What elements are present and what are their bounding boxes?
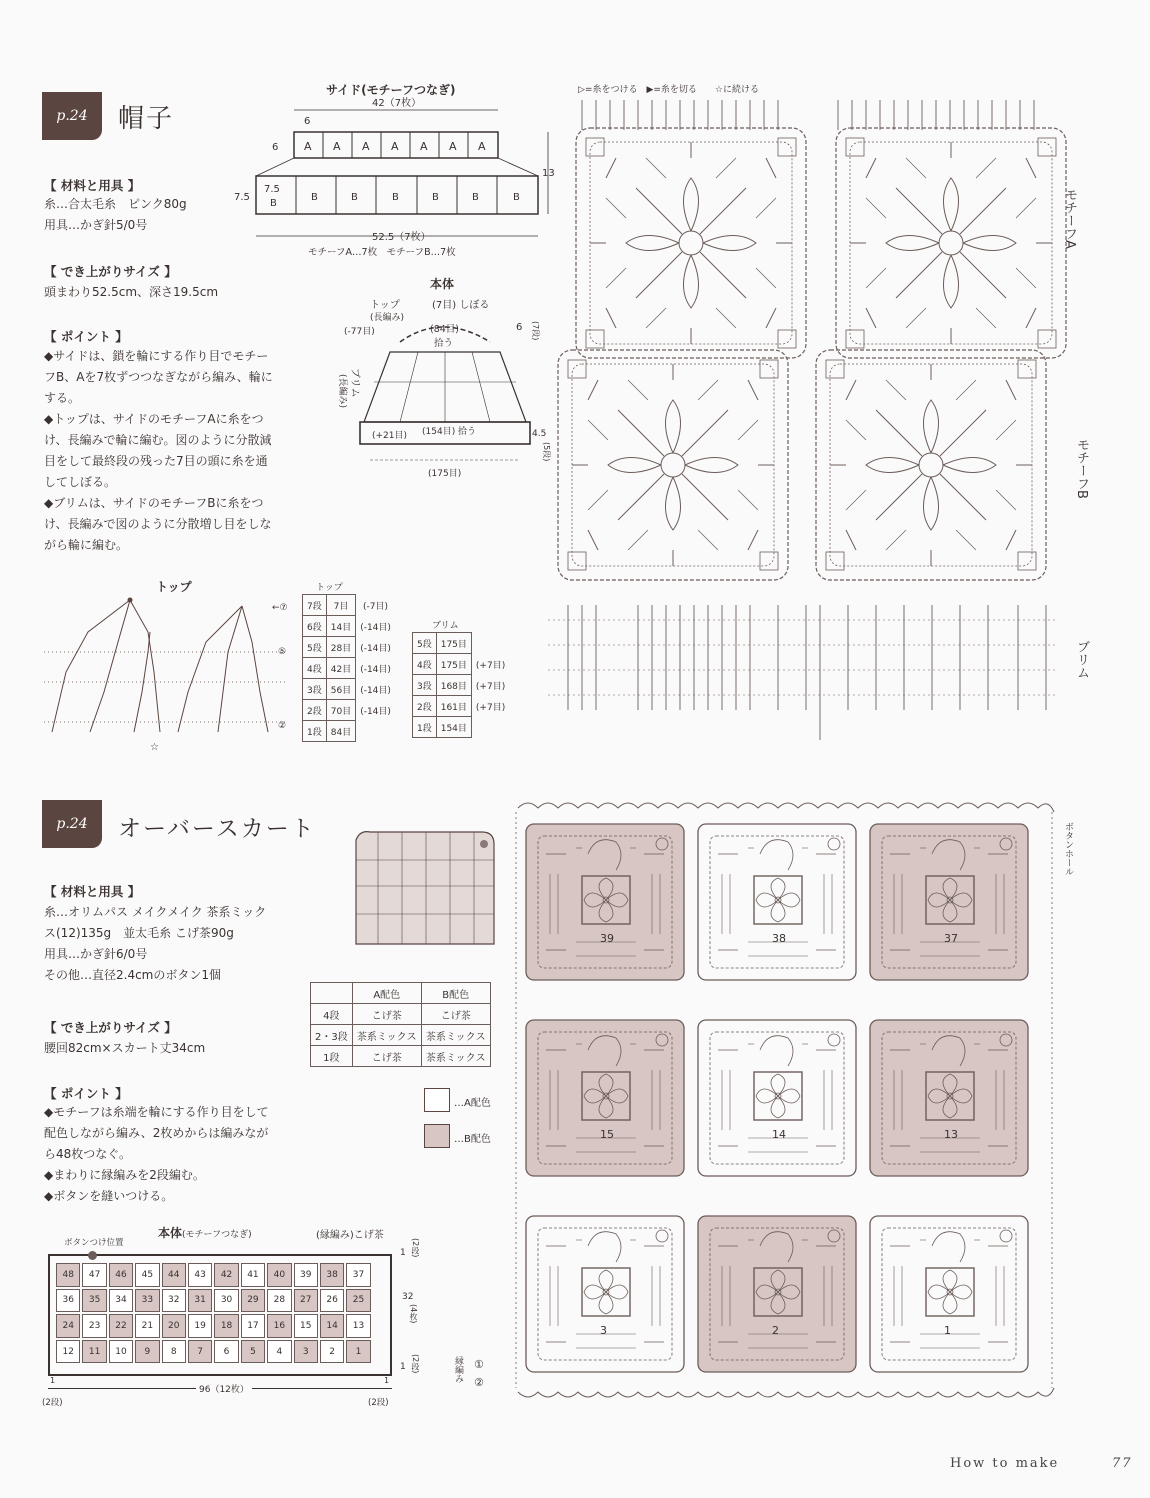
edge-note: (縁編み)こげ茶 (316, 1230, 384, 1241)
cell: 2段 (413, 696, 437, 717)
hat-materials (44, 194, 187, 236)
motif-number: 1 (944, 1324, 951, 1337)
table-row (303, 721, 396, 742)
hat-material-yarn: 糸…合太毛糸 ピンク80g (44, 197, 187, 211)
brim-chart-label: ブリム (1074, 640, 1089, 679)
body-brim-label: ブリム (349, 368, 360, 398)
table-row (303, 658, 396, 679)
grid-cell: 28 (267, 1289, 291, 1313)
grid-cell: 10 (109, 1340, 133, 1364)
skirt-size: 腰回82cm×スカート丈34cm (44, 1041, 206, 1055)
grid-cell: 36 (56, 1289, 80, 1313)
table-row (413, 633, 510, 654)
cell: 1段 (311, 1046, 353, 1067)
cell: 4段 (311, 1004, 353, 1025)
hat-point-line: 目をして最終段の残った7目の頭に糸を通 (44, 454, 268, 468)
grid-left-edge: 1 (50, 1376, 56, 1385)
side-b-first-size: 7.5 (264, 184, 280, 195)
body-bottom-count: (175目) (428, 469, 462, 479)
grid-cell: 1 (346, 1340, 370, 1364)
table-row (413, 654, 510, 675)
cell: (-14目) (360, 622, 391, 633)
motif-number: 3 (600, 1324, 607, 1337)
side-a-cell: A (449, 140, 457, 153)
side-a-cell: A (304, 140, 312, 153)
table-row (413, 717, 510, 738)
cell: A配色 (352, 983, 421, 1004)
cell: (+7目) (475, 660, 506, 671)
grid-cell: 16 (267, 1314, 291, 1338)
grid-cell: 33 (135, 1289, 159, 1313)
grid-cell: 7 (188, 1340, 212, 1364)
grid-cell: 9 (135, 1340, 159, 1364)
grid-cell: 25 (346, 1289, 370, 1313)
hat-point-line: ◆トップは、サイドのモチーフAに糸をつ (44, 412, 264, 426)
side-a-cell: A (478, 140, 486, 153)
edge-round-2: ② (474, 1376, 484, 1389)
cell (471, 717, 509, 738)
side-a-height: 6 (272, 142, 279, 153)
side-b-cell: B (270, 198, 277, 209)
side-b-cell: B (513, 192, 520, 203)
side-b-cell: B (392, 192, 399, 203)
svg-text:⑤: ⑤ (278, 647, 287, 657)
cell: (-14目) (360, 685, 391, 696)
grid-cell: 26 (320, 1289, 344, 1313)
skirt-motif (526, 824, 684, 980)
top-table (302, 594, 396, 742)
side-diagram-title: サイド(モチーフつなぎ) (326, 83, 456, 97)
brim-table (412, 632, 510, 738)
edge-round-1: ① (474, 1358, 484, 1371)
hat-point-line: してしぼる。 (44, 475, 117, 489)
cell: 70目 (326, 700, 355, 721)
buttonhole-label: ボタンホール (1063, 822, 1073, 876)
side-a-cell: A (333, 140, 341, 153)
skirt-points-heading: 【 ポイント 】 (44, 1086, 128, 1101)
hat-side-diagram (236, 80, 562, 258)
side-a-unit: 6 (304, 116, 311, 127)
hat-size: 頭まわり52.5cm、深さ19.5cm (44, 285, 219, 299)
skirt-material-line: 糸…オリムパス メイクメイク 茶系ミック (44, 905, 267, 919)
side-b-cell: B (472, 192, 479, 203)
table-row (303, 616, 396, 637)
cell: 84目 (326, 721, 355, 742)
cell: (-7目) (363, 601, 389, 612)
skirt-thumbnail (350, 826, 500, 952)
table-row (413, 696, 510, 717)
hat-size-heading: 【 でき上がりサイズ 】 (44, 264, 177, 279)
skirt-materials (44, 902, 266, 986)
side-top-width: 42（7枚） (372, 98, 422, 109)
cell: こげ茶 (421, 1004, 490, 1025)
skirt-motif (698, 824, 856, 980)
grid-cell: 21 (135, 1314, 159, 1338)
grid-cell: 27 (294, 1289, 318, 1313)
table-row (413, 675, 510, 696)
cell: こげ茶 (352, 1004, 421, 1025)
skirt-point-line: ◆まわりに縁編みを2段編む。 (44, 1168, 205, 1182)
motif-number: 39 (600, 932, 614, 945)
cell (311, 983, 353, 1004)
grid-cell: 5 (241, 1340, 265, 1364)
cell: 5段 (413, 633, 437, 654)
side-b-cell: B (351, 192, 358, 203)
body-top-sub: (長編み) (370, 313, 405, 323)
table-row (311, 983, 491, 1004)
skirt-motif (526, 1216, 684, 1372)
grid-cell: 34 (109, 1289, 133, 1313)
motif-a-label: モチーフA (1062, 188, 1077, 249)
body-pick84: (84目) (430, 324, 460, 335)
skirt-motif (698, 1020, 856, 1176)
table-row (311, 1025, 491, 1046)
skirt-size-heading: 【 でき上がりサイズ 】 (44, 1020, 177, 1035)
side-bottom-width: 52.5（7枚） (372, 232, 431, 243)
grid-width: 96（12枚） (196, 1382, 252, 1395)
grid-cell: 40 (267, 1263, 291, 1287)
grid-cell: 17 (241, 1314, 265, 1338)
body-pick154: (154目) 拾う (422, 427, 477, 437)
motif-number: 14 (772, 1128, 786, 1141)
cell: 4段 (303, 658, 327, 679)
skirt-grid (55, 1262, 372, 1364)
side-a-cell: A (391, 140, 399, 153)
side-b-cell: B (311, 192, 318, 203)
skirt-point-line: 配色しながら編み、2枚めからは編みなが (44, 1126, 269, 1140)
motif-number: 2 (772, 1324, 779, 1337)
side-a-cell: A (420, 140, 428, 153)
cell: 3段 (413, 675, 437, 696)
skirt-motif (870, 1020, 1028, 1176)
grid-cell: 46 (109, 1263, 133, 1287)
grid-cell: 44 (162, 1263, 186, 1287)
cell: 7目 (326, 595, 355, 616)
hat-material-hook: 用具…かぎ針5/0号 (44, 218, 148, 232)
skirt-materials-heading: 【 材料と用具 】 (44, 884, 141, 899)
side-row-a (294, 132, 498, 158)
skirt-title: オーバースカート (118, 816, 316, 842)
cell: 7段 (303, 595, 327, 616)
cell: 3段 (303, 679, 327, 700)
cell: 6段 (303, 616, 327, 637)
cell (356, 721, 396, 742)
top-chart-title: トップ (156, 580, 192, 594)
body-gather: (7目) しぼる (432, 300, 490, 311)
grid-cell: 32 (162, 1289, 186, 1313)
color-table (310, 982, 491, 1067)
grid-cell: 15 (294, 1314, 318, 1338)
cell: 茶系ミックス (352, 1025, 421, 1046)
grid-cell: 47 (82, 1263, 106, 1287)
side-count-note: モチーフA…7枚 モチーフB…7枚 (308, 247, 456, 258)
skirt-material-line: 用具…かぎ針6/0号 (44, 947, 148, 961)
grid-cell: 43 (188, 1263, 212, 1287)
grid-cell: 22 (109, 1314, 133, 1338)
skirt-material-line: その他…直径2.4cmのボタン1個 (44, 968, 222, 982)
motif-b-label: モチーフB (1074, 438, 1089, 499)
cell: 161目 (436, 696, 471, 717)
cell: 14目 (326, 616, 355, 637)
cell: 茶系ミックス (421, 1025, 490, 1046)
skirt-point-line: ら48枚つなぐ。 (44, 1147, 132, 1161)
cell: こげ茶 (352, 1046, 421, 1067)
hat-points (44, 346, 324, 556)
hat-point-line: フB、Aを7枚ずつつなぎながら編み、輪に (44, 370, 273, 384)
hat-materials-heading: 【 材料と用具 】 (44, 178, 141, 193)
grid-cell: 37 (346, 1263, 370, 1287)
cell: 56目 (326, 679, 355, 700)
skirt-body-title-sub: (モチーフつなぎ) (182, 1230, 252, 1240)
cell: (+7目) (475, 702, 506, 713)
grid-cell: 24 (56, 1314, 80, 1338)
cell: 2・3段 (311, 1025, 353, 1046)
hat-point-line: がら輪に編む。 (44, 538, 129, 552)
grid-cell: 29 (241, 1289, 265, 1313)
cell: 42目 (326, 658, 355, 679)
hat-body-diagram (330, 272, 560, 480)
side-row-b (256, 176, 538, 214)
grid-cell: 3 (294, 1340, 318, 1364)
cell: 5段 (303, 637, 327, 658)
grid-cell: 35 (82, 1289, 106, 1313)
button-position-label: ボタンつけ位置 (64, 1238, 124, 1248)
skirt-page-ref: p.24 (56, 816, 88, 832)
cell: 1段 (413, 717, 437, 738)
grid-cell: 42 (214, 1263, 238, 1287)
cell: (-14目) (360, 664, 391, 675)
cell: (-14目) (360, 706, 391, 717)
grid-height-count: (4枚) (409, 1304, 418, 1324)
hat-point-line: け、長編みで輪に編む。図のように分散減 (44, 433, 272, 447)
side-a-cell: A (362, 140, 370, 153)
cell: 1段 (303, 721, 327, 742)
skirt-grid-frame (48, 1254, 392, 1376)
grid-cell: 2 (320, 1340, 344, 1364)
svg-text:☆: ☆ (150, 742, 159, 753)
grid-cell: 6 (214, 1340, 238, 1364)
grid-top-margin: 1 (400, 1248, 406, 1258)
hat-title: 帽子 (118, 104, 175, 134)
skirt-page-badge (42, 800, 102, 848)
grid-bottom-rows: (2段) (411, 1354, 420, 1374)
motif-number: 37 (944, 932, 958, 945)
cell: 28目 (326, 637, 355, 658)
side-right-height: 13 (542, 168, 555, 179)
grid-cell: 18 (214, 1314, 238, 1338)
grid-cell: 11 (82, 1340, 106, 1364)
skirt-motif (870, 1216, 1028, 1372)
hat-point-line: する。 (44, 391, 81, 405)
motif-number: 15 (600, 1128, 614, 1141)
table-row (311, 1004, 491, 1025)
body-top-dec: (-77目) (344, 327, 375, 337)
hat-point-line: ◆ブリムは、サイドのモチーフBに糸をつ (44, 496, 264, 510)
grid-cell: 39 (294, 1263, 318, 1287)
chart-legend: ▷=糸をつける ▶=糸を切る ☆に続ける (578, 85, 759, 95)
grid-right-rows: (2段) (368, 1398, 389, 1408)
skirt-motif (870, 824, 1028, 980)
cell: 154目 (436, 717, 471, 738)
side-b-height: 7.5 (234, 192, 250, 203)
legend-b-swatch (424, 1124, 450, 1148)
grid-cell: 30 (214, 1289, 238, 1313)
grid-cell: 45 (135, 1263, 159, 1287)
svg-text:←⑦: ←⑦ (272, 603, 288, 613)
hat-point-line: け、長編みで図のように分散増し目をしな (44, 517, 272, 531)
body-rows-top-unit: (7段) (531, 321, 540, 341)
grid-height: 32 (402, 1292, 414, 1302)
side-b-cell: B (432, 192, 439, 203)
cell (471, 633, 509, 654)
hat-page-badge (42, 92, 102, 140)
skirt-body-title (158, 1224, 252, 1241)
grid-left-rows: (2段) (42, 1398, 63, 1408)
cell: 175目 (436, 633, 471, 654)
legend-b-label: …B配色 (454, 1134, 491, 1145)
hat-point-line: ◆サイドは、鎖を輪にする作り目でモチー (44, 349, 269, 363)
motif-number: 13 (944, 1128, 958, 1141)
body-title: 本体 (430, 277, 455, 291)
grid-top-rows: (2段) (411, 1238, 420, 1258)
skirt-motif-chart (508, 798, 1058, 1402)
body-pick-label: 拾う (434, 338, 454, 349)
cell: (-14目) (360, 643, 391, 654)
grid-cell: 12 (56, 1340, 80, 1364)
body-brim-rows: (5段) (542, 442, 551, 462)
skirt-motif (698, 1216, 856, 1372)
body-top-label: トップ (370, 300, 400, 311)
grid-cell: 48 (56, 1263, 80, 1287)
legend-a-swatch (424, 1088, 450, 1112)
grid-cell: 23 (82, 1314, 106, 1338)
hat-motif-chart (548, 100, 1078, 740)
cell: 175目 (436, 654, 471, 675)
body-brim-sub: (長編み) (337, 374, 347, 409)
skirt-material-line: ス(12)135g 並太毛糸 こげ茶90g (44, 926, 234, 940)
grid-right-edge: 1 (384, 1376, 390, 1385)
skirt-motif (526, 1020, 684, 1176)
body-inc: (+21目) (372, 431, 408, 441)
cell: (+7目) (475, 681, 506, 692)
grid-cell: 31 (188, 1289, 212, 1313)
skirt-point-line: ◆ボタンを縫いつける。 (44, 1189, 174, 1203)
grid-bottom-margin: 1 (400, 1362, 406, 1372)
table-row (303, 679, 396, 700)
cell: 4段 (413, 654, 437, 675)
motif-number: 38 (772, 932, 786, 945)
hat-page-ref: p.24 (56, 108, 88, 124)
button-marker (88, 1251, 97, 1260)
footer-page-number: 77 (1112, 1456, 1133, 1471)
body-brim-height: 4.5 (532, 429, 547, 439)
table-row (303, 637, 396, 658)
svg-text:②: ② (278, 721, 287, 731)
brim-table-title: ブリム (432, 621, 459, 631)
skirt-points (44, 1102, 269, 1207)
grid-cell: 8 (162, 1340, 186, 1364)
edge-label: 縁編み (453, 1356, 463, 1383)
table-row (311, 1046, 491, 1067)
grid-cell: 41 (241, 1263, 265, 1287)
footer-label: How to make (950, 1456, 1060, 1471)
cell: 168目 (436, 675, 471, 696)
hat-points-heading: 【 ポイント 】 (44, 329, 128, 344)
top-table-title: トップ (316, 583, 343, 593)
grid-cell: 38 (320, 1263, 344, 1287)
cell: 2段 (303, 700, 327, 721)
cell: B配色 (421, 983, 490, 1004)
grid-cell: 20 (162, 1314, 186, 1338)
table-row (303, 595, 396, 616)
body-rows-top: 6 (516, 322, 523, 333)
grid-cell: 13 (346, 1314, 370, 1338)
grid-cell: 14 (320, 1314, 344, 1338)
grid-cell: 19 (188, 1314, 212, 1338)
skirt-point-line: ◆モチーフは糸端を輪にする作り目をして (44, 1105, 269, 1119)
table-row (303, 700, 396, 721)
legend-a-label: …A配色 (454, 1098, 491, 1109)
cell: 茶系ミックス (421, 1046, 490, 1067)
skirt-body-title-main: 本体 (158, 1226, 183, 1240)
grid-cell: 4 (267, 1340, 291, 1364)
top-stitch-chart (38, 592, 300, 752)
